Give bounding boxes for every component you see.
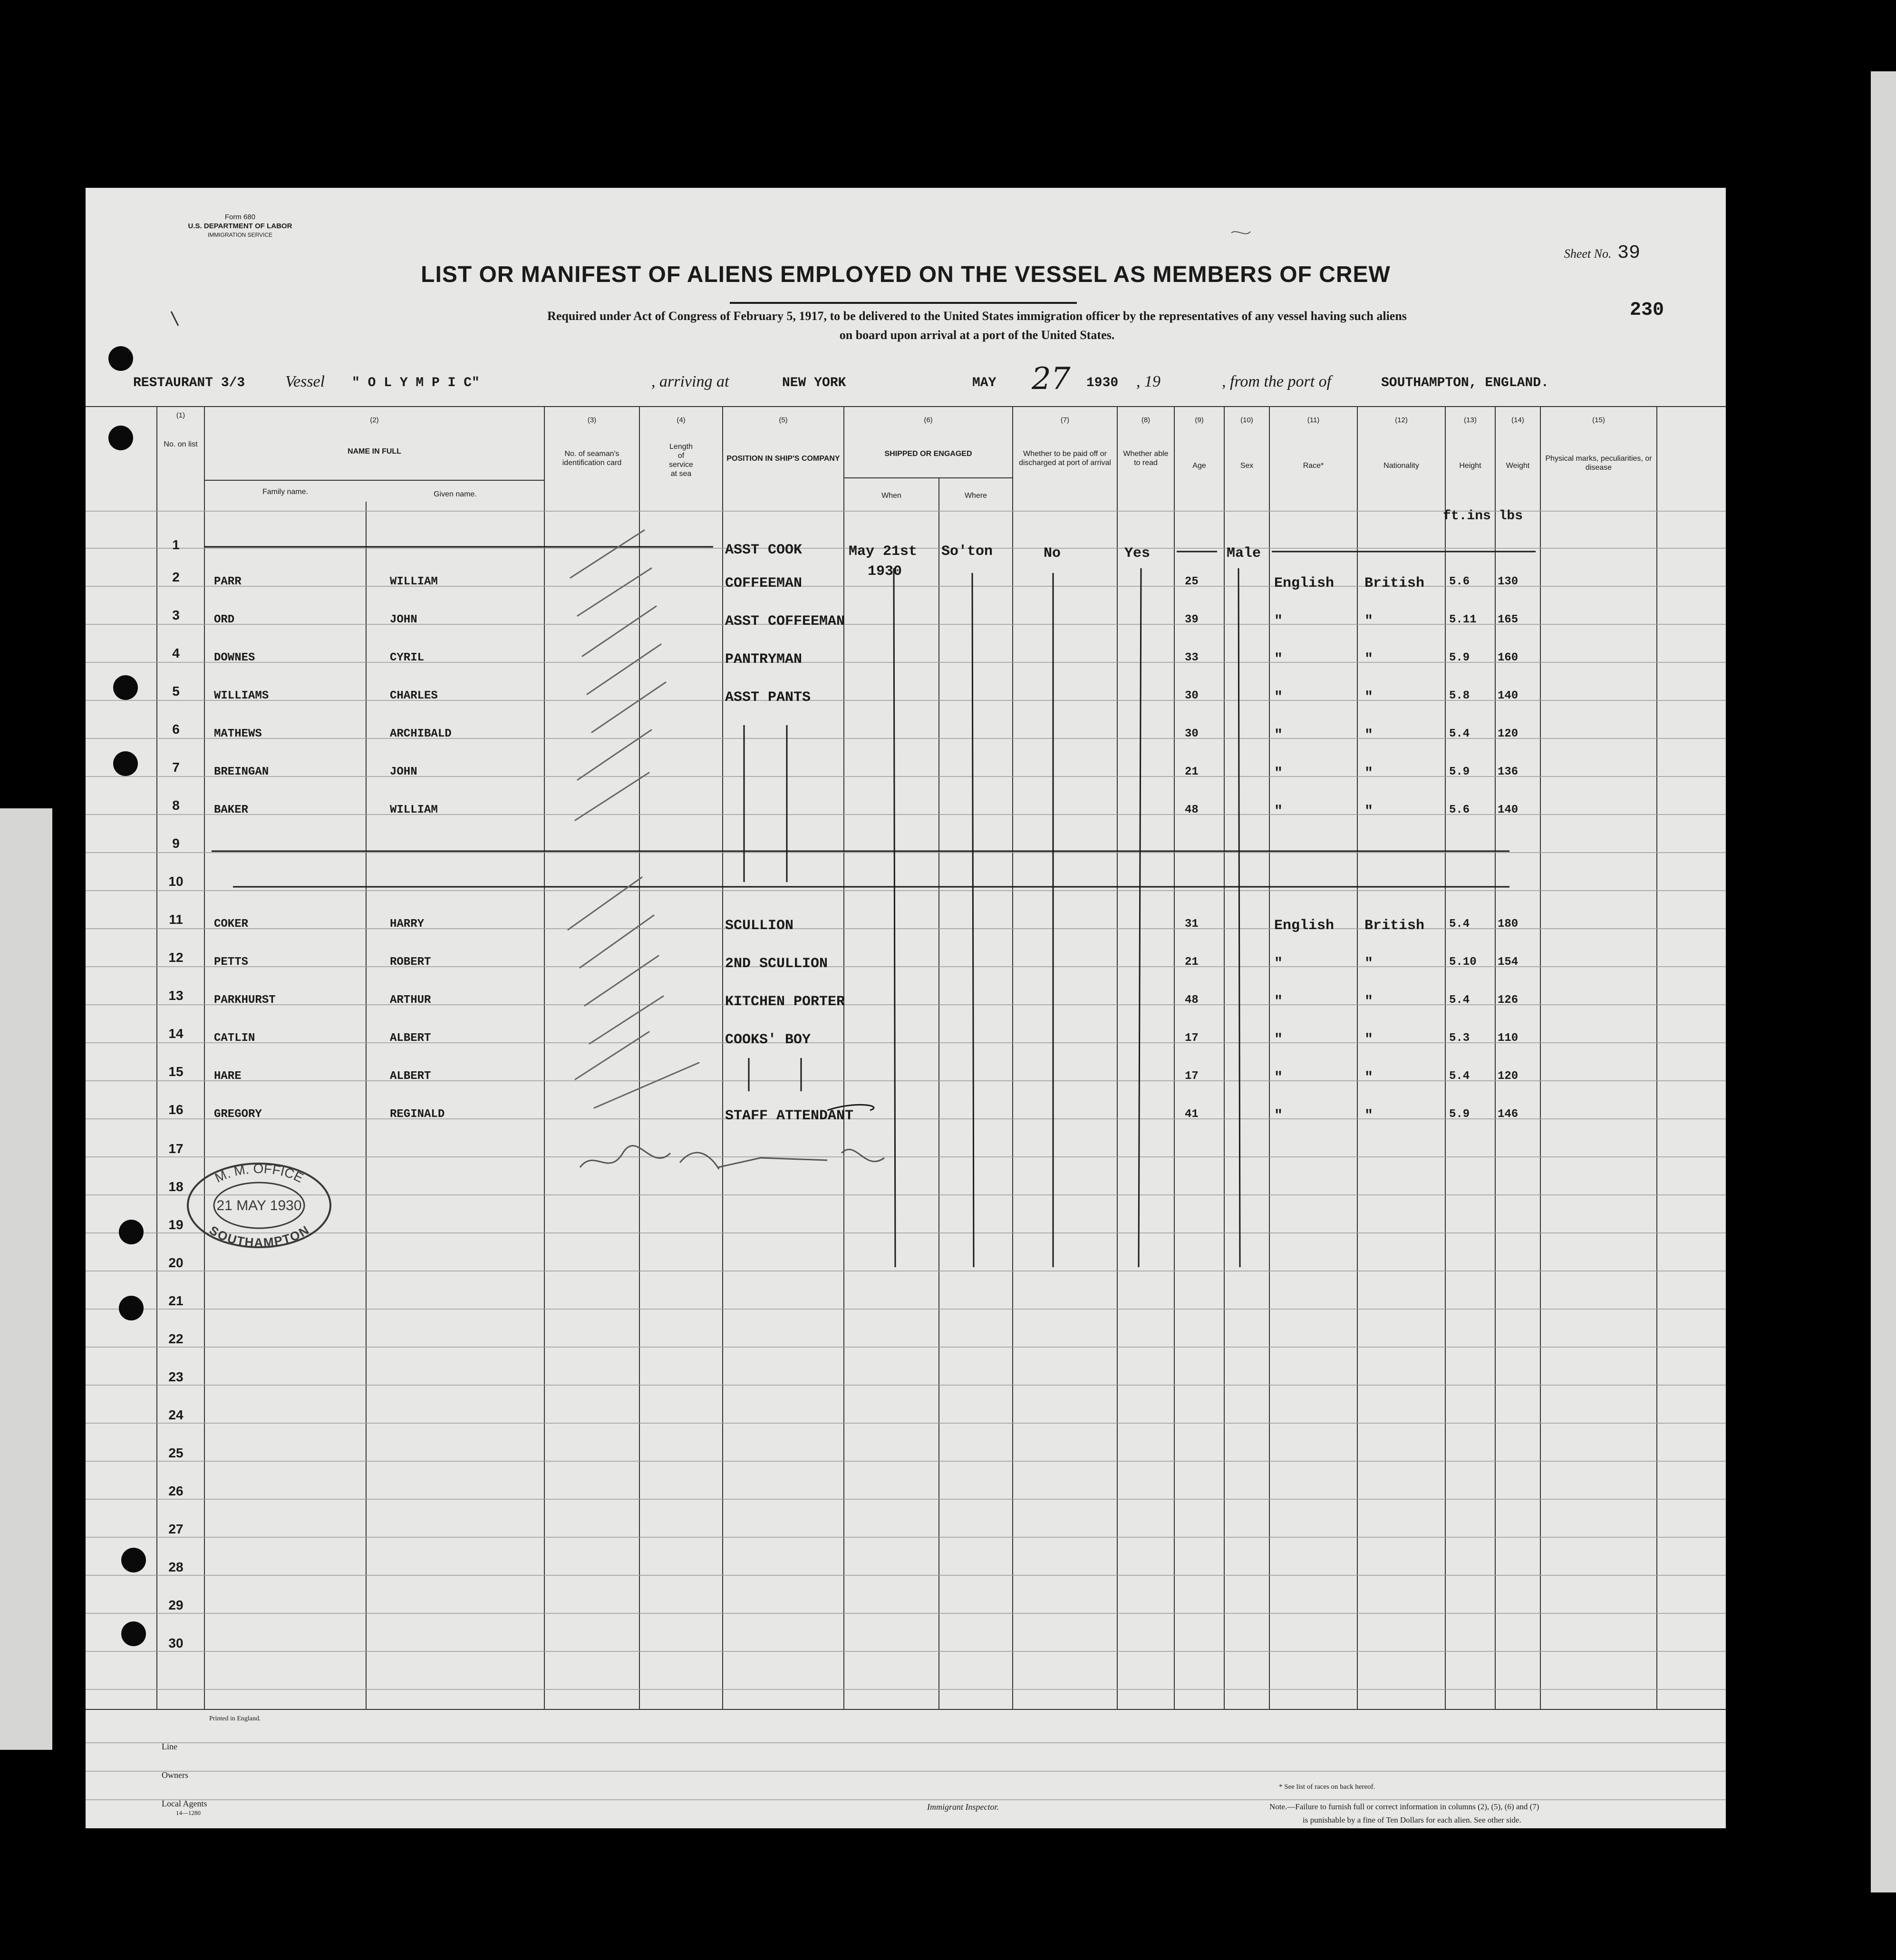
row-number: 5	[172, 684, 180, 699]
header-when: When	[881, 492, 901, 500]
punch-hole	[113, 751, 138, 776]
race: English	[1274, 918, 1335, 934]
col-num-7: (7)	[1060, 416, 1070, 424]
race: "	[1274, 728, 1283, 744]
age: 21	[1185, 956, 1199, 969]
age: 48	[1185, 994, 1199, 1007]
col-num-1: (1)	[176, 411, 185, 419]
nationality: "	[1364, 956, 1374, 972]
race: "	[1274, 994, 1283, 1010]
row-number: 28	[168, 1560, 184, 1574]
page-number: 230	[1629, 300, 1664, 321]
row-number: 9	[172, 836, 180, 851]
stamp-bottom-text: SOUTHAMPTON	[207, 1223, 311, 1250]
position: 2ND SCULLION	[725, 956, 828, 972]
age: 17	[1185, 1070, 1199, 1083]
race: "	[1274, 804, 1283, 820]
given-name: JOHN	[390, 766, 417, 778]
nationality: "	[1364, 1032, 1374, 1048]
row1-sex: Male	[1227, 545, 1261, 562]
footer-local-agents-label: Local Agents	[162, 1799, 207, 1808]
header-where: Where	[964, 492, 987, 500]
col-num-13: (13)	[1464, 416, 1477, 424]
header-seaman-card: No. of seaman's identification card	[562, 450, 622, 467]
family-name: ORD	[214, 613, 235, 626]
col-num-14: (14)	[1511, 416, 1524, 424]
race: "	[1274, 613, 1283, 630]
row1-when-year: 1930	[868, 563, 902, 580]
row-number: 17	[168, 1141, 184, 1156]
given-name: CYRIL	[390, 651, 425, 664]
age: 21	[1185, 766, 1199, 778]
col-num-10: (10)	[1240, 416, 1253, 424]
row-number: 29	[168, 1598, 184, 1612]
footer-form-code: 14—1280	[176, 1809, 201, 1816]
sheet-value: 39	[1617, 243, 1640, 264]
position: SCULLION	[725, 918, 794, 934]
family-name: COKER	[214, 918, 249, 931]
weight: 165	[1498, 613, 1519, 626]
row-number: 2	[172, 570, 180, 584]
height: 5.9	[1449, 651, 1470, 664]
weight: 180	[1498, 918, 1519, 931]
row-number: 20	[168, 1255, 184, 1270]
row-number: 3	[172, 608, 180, 622]
sheet-label: Sheet No.	[1564, 247, 1612, 261]
age: 17	[1185, 1032, 1199, 1045]
given-name: HARRY	[390, 918, 425, 931]
given-name: ALBERT	[390, 1070, 431, 1083]
row-number: 7	[172, 760, 180, 775]
row1-able-to-read: Yes	[1124, 545, 1151, 562]
units-label: ft.ins lbs	[1443, 509, 1523, 524]
col-num-15: (15)	[1592, 416, 1605, 424]
col-num-3: (3)	[587, 416, 597, 424]
family-name: BAKER	[214, 804, 249, 816]
family-name: DOWNES	[214, 651, 255, 664]
row-number: 10	[168, 874, 184, 889]
year-suffix: , 19	[1136, 373, 1161, 390]
position: KITCHEN PORTER	[725, 994, 845, 1010]
punch-hole	[113, 675, 138, 700]
height: 5.8	[1449, 689, 1470, 702]
age: 48	[1185, 804, 1199, 816]
height: 5.6	[1449, 804, 1470, 816]
printed-in: Printed in England.	[209, 1715, 261, 1722]
given-name: REGINALD	[390, 1108, 445, 1121]
age: 31	[1185, 918, 1199, 931]
row-number: 6	[172, 722, 180, 737]
age: 30	[1185, 689, 1199, 702]
family-name: PARR	[214, 575, 242, 588]
header-no-on-list: No. on list	[164, 440, 198, 448]
header-shipped-or-engaged: SHIPPED OR ENGAGED	[884, 450, 972, 458]
given-name: ROBERT	[390, 956, 431, 969]
weight: 110	[1498, 1032, 1519, 1045]
col-num-8: (8)	[1141, 416, 1151, 424]
nationality: "	[1364, 1070, 1374, 1086]
header-length-of-service: Length of service at sea	[669, 443, 693, 478]
weight: 140	[1498, 689, 1519, 702]
race: "	[1274, 1108, 1283, 1124]
position: PANTRYMAN	[725, 651, 803, 668]
given-name: WILLIAM	[390, 804, 438, 816]
race: "	[1274, 689, 1283, 706]
age: 39	[1185, 613, 1199, 626]
position: ASST COFFEEMAN	[725, 613, 845, 630]
mm-office-stamp	[183, 1158, 335, 1253]
nationality: "	[1364, 804, 1374, 820]
row1-when: May 21st	[849, 543, 918, 560]
punch-hole	[108, 346, 133, 371]
age: 25	[1185, 575, 1199, 588]
height: 5.11	[1449, 613, 1477, 626]
height: 5.6	[1449, 575, 1470, 588]
row-number: 23	[168, 1369, 184, 1384]
header-nationality: Nationality	[1383, 462, 1419, 470]
subtitle-line-1: Required under Act of Congress of February 5, 1917, to be delivered to the United States immigration officer by the representatives of any vessel having such aliens	[547, 309, 1407, 323]
row-number: 18	[168, 1179, 184, 1194]
position: COOKS' BOY	[725, 1032, 811, 1048]
col-num-4: (4)	[677, 416, 686, 424]
height: 5.4	[1449, 1070, 1470, 1083]
height: 5.9	[1449, 1108, 1470, 1121]
height: 5.10	[1449, 956, 1477, 969]
service-name: IMMIGRATION SERVICE	[207, 232, 273, 238]
nationality: British	[1364, 575, 1425, 592]
race: "	[1274, 1032, 1283, 1048]
row-number: 27	[168, 1522, 184, 1536]
row-number: 25	[168, 1446, 184, 1460]
from-port-label: , from the port of	[1222, 373, 1332, 390]
position: ASST PANTS	[725, 689, 811, 706]
races-note: * See list of races on back hereof.	[1279, 1783, 1375, 1791]
row-number: 11	[169, 912, 183, 927]
header-paid-off: Whether to be paid off or discharged at port of arrival	[1019, 450, 1111, 467]
age: 33	[1185, 651, 1199, 664]
given-name: JOHN	[390, 613, 417, 626]
right-paper-strip	[1871, 71, 1896, 1892]
nationality: "	[1364, 613, 1374, 630]
row-number: 12	[168, 950, 184, 965]
weight: 136	[1498, 766, 1519, 778]
family-name: WILLIAMS	[214, 689, 269, 702]
penalty-note-2: is punishable by a fine of Ten Dollars for each alien. See other side.	[1303, 1815, 1521, 1824]
header-age: Age	[1192, 462, 1206, 470]
arrival-year: 1930	[1086, 376, 1119, 390]
given-name: ALBERT	[390, 1032, 431, 1045]
race: "	[1274, 1070, 1283, 1086]
col-num-11: (11)	[1307, 416, 1320, 424]
header-name-in-full: NAME IN FULL	[348, 447, 401, 456]
race: "	[1274, 651, 1283, 668]
row-number: 16	[168, 1102, 184, 1117]
nationality: "	[1364, 994, 1374, 1010]
weight: 126	[1498, 994, 1519, 1007]
weight: 146	[1498, 1108, 1519, 1121]
departure-port: SOUTHAMPTON, ENGLAND.	[1381, 376, 1549, 390]
punch-hole	[108, 426, 133, 450]
arrival-month: MAY	[972, 376, 996, 390]
family-name: BREINGAN	[214, 766, 269, 778]
family-name: CATLIN	[214, 1032, 255, 1045]
stamp-date: 21 MAY 1930	[216, 1198, 302, 1213]
left-paper-strip	[0, 808, 52, 1750]
row-number: 15	[168, 1064, 184, 1079]
col-num-12: (12)	[1395, 416, 1408, 424]
header-weight: Weight	[1506, 462, 1530, 470]
row1-position: ASST COOK	[725, 542, 803, 558]
age: 30	[1185, 728, 1199, 740]
race: "	[1274, 766, 1283, 782]
nationality: "	[1364, 728, 1374, 744]
row-number: 14	[168, 1026, 184, 1041]
section-label: RESTAURANT 3/3	[133, 376, 245, 390]
arriving-label: , arriving at	[651, 373, 729, 390]
header-race: Race*	[1303, 462, 1324, 470]
col-num-9: (9)	[1195, 416, 1204, 424]
nationality: "	[1364, 766, 1374, 782]
race: "	[1274, 956, 1283, 972]
given-name: WILLIAM	[390, 575, 438, 588]
row-number: 4	[172, 646, 180, 660]
arrival-day: 27	[1032, 361, 1071, 397]
subtitle-line-2: on board upon arrival at a port of the United States.	[839, 328, 1115, 342]
vessel-label: Vessel	[285, 373, 325, 390]
weight: 140	[1498, 804, 1519, 816]
vessel-name: " O L Y M P I C"	[352, 376, 480, 390]
arrival-port: NEW YORK	[782, 376, 846, 390]
punch-hole	[121, 1621, 146, 1646]
row-number: 26	[168, 1484, 184, 1498]
row-number: 30	[168, 1636, 184, 1650]
nationality: "	[1364, 1108, 1374, 1124]
height: 5.4	[1449, 918, 1470, 931]
punch-hole	[119, 1296, 144, 1320]
header-given-name: Given name.	[434, 490, 477, 498]
col-num-2: (2)	[370, 416, 379, 424]
height: 5.9	[1449, 766, 1470, 778]
family-name: PETTS	[214, 956, 249, 969]
stamp-top-text: M. M. OFFICE	[213, 1161, 306, 1186]
weight: 160	[1498, 651, 1519, 664]
family-name: PARKHURST	[214, 994, 276, 1007]
department-name: U.S. DEPARTMENT OF LABOR	[188, 222, 292, 230]
family-name: MATHEWS	[214, 728, 262, 740]
weight: 154	[1498, 956, 1519, 969]
footer-line-label: Line	[162, 1742, 177, 1751]
row-number: 1	[172, 537, 180, 552]
family-name: HARE	[214, 1070, 242, 1083]
header-height: Height	[1459, 462, 1481, 470]
header-position: POSITION IN SHIP'S COMPANY	[726, 455, 840, 463]
row-number: 22	[168, 1331, 184, 1346]
height: 5.4	[1449, 994, 1470, 1007]
col-num-5: (5)	[779, 416, 788, 424]
footer-owners-label: Owners	[162, 1770, 188, 1780]
manifest-title: LIST OR MANIFEST OF ALIENS EMPLOYED ON THE VESSEL AS MEMBERS OF CREW	[421, 262, 1391, 287]
punch-hole	[119, 1220, 144, 1244]
given-name: ARCHIBALD	[390, 728, 452, 740]
header-physical-marks: Physical marks, peculiarities, or disease	[1545, 455, 1652, 472]
form-number: Form 680	[224, 213, 256, 221]
row-number: 19	[168, 1217, 184, 1232]
weight: 120	[1498, 1070, 1519, 1083]
weight: 130	[1498, 575, 1519, 588]
row1-paid-off: No	[1044, 545, 1061, 562]
header-able-to-read: Whether able to read	[1123, 450, 1169, 467]
header-family-name: Family name.	[262, 488, 309, 496]
given-name: ARTHUR	[390, 994, 431, 1007]
position: STAFF ATTENDANT	[725, 1108, 854, 1124]
nationality: "	[1364, 651, 1374, 668]
height: 5.4	[1449, 728, 1470, 740]
height: 5.3	[1449, 1032, 1470, 1045]
row-number: 8	[172, 798, 180, 813]
given-name: CHARLES	[390, 689, 438, 702]
row-number: 13	[168, 988, 184, 1003]
row1-where: So'ton	[941, 543, 993, 560]
punch-hole	[121, 1548, 146, 1572]
manifest-grid	[86, 188, 1726, 1828]
nationality: British	[1364, 918, 1425, 934]
race: English	[1274, 575, 1335, 592]
immigrant-inspector-label: Immigrant Inspector.	[927, 1802, 999, 1812]
position: COFFEEMAN	[725, 575, 803, 592]
col-num-6: (6)	[924, 416, 933, 424]
manifest-sheet	[86, 188, 1726, 1828]
header-sex: Sex	[1240, 462, 1254, 470]
age: 41	[1185, 1108, 1199, 1121]
weight: 120	[1498, 728, 1519, 740]
row-number: 24	[168, 1407, 184, 1422]
penalty-note-1: Note.—Failure to furnish full or correct information in columns (2), (5), (6) and (7)	[1269, 1802, 1539, 1811]
row-number: 21	[168, 1293, 184, 1308]
nationality: "	[1364, 689, 1374, 706]
family-name: GREGORY	[214, 1108, 262, 1121]
